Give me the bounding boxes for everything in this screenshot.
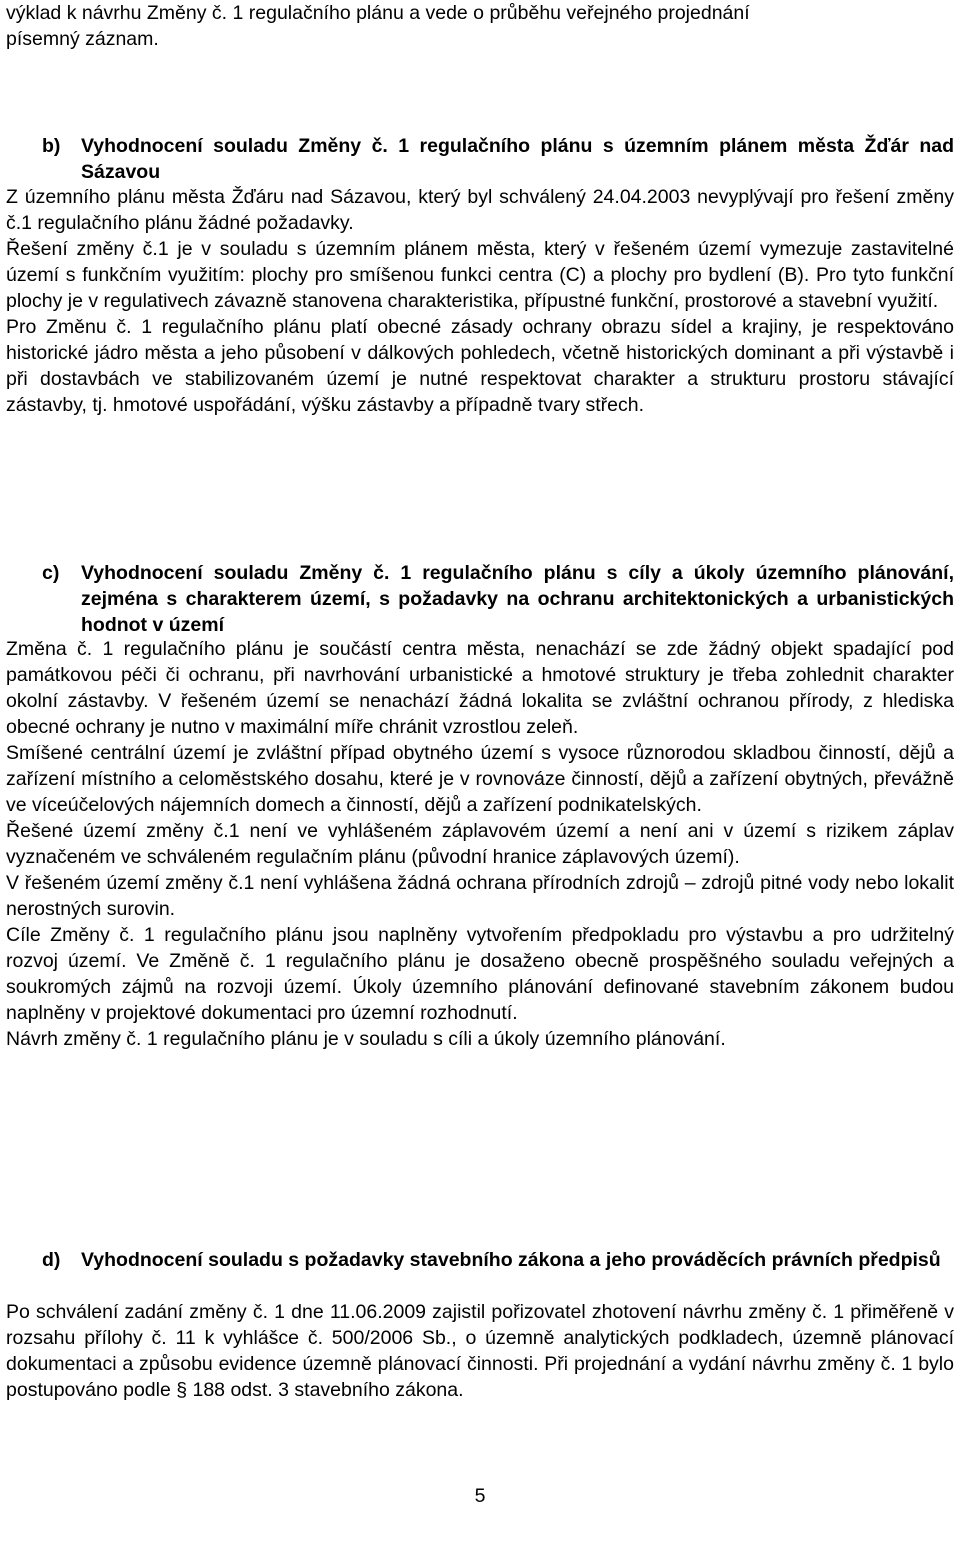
section-c-body (6, 636, 954, 1052)
section-c-paragraph-4: V řešeném území změny č.1 není vyhlášena žádná ochrana přírodních zdrojů – zdrojů pitné vody nebo lokalit nerostných surovin. (6, 872, 954, 920)
section-b-paragraph-3: Pro Změnu č. 1 regulačního plánu platí obecné zásady ochrany obrazu sídel a krajiny, je respektováno historické jádro města a jeho působení v dálkových pohledech, včetně historických dominant a při výstavbě i při dostavbách ve stabilizovaném území je nutné respektovat charakter a strukturu prostoru stávající zástavby, tj. hmotové uspořádání, výšku zástavby a případně tvary střech. (6, 316, 954, 416)
section-b-paragraph-1: Z územního plánu města Žďáru nad Sázavou, který byl schválený 24.04.2003 nevyplývají pro řešení změny č.1 regulačního plánu žádné požadavky. (6, 186, 954, 234)
section-d-heading (42, 1247, 954, 1273)
section-c-label: c) (42, 562, 60, 584)
intro-line-2: písemný záznam. (6, 28, 159, 50)
page-number: 5 (474, 1485, 486, 1507)
section-c-paragraph-2: Smíšené centrální území je zvláštní případ obytného území s vysoce různorodou skladbou činností, dějů a zařízení místního a celoměstského dosahu, které je v rovnováze činností, dějů a zařízení obytných, převážně ve víceúčelových nájemních domech a činností, dějů a zařízení podnikatelských. (6, 742, 954, 816)
intro-text (6, 0, 954, 52)
section-b-title: Vyhodnocení souladu Změny č. 1 regulačního plánu s územním plánem města Žďár nad Sázavou (81, 135, 954, 183)
section-d-title: Vyhodnocení souladu s požadavky stavebního zákona a jeho prováděcích právních předpisů (81, 1249, 941, 1271)
section-b-label: b) (42, 135, 61, 157)
section-c-paragraph-5: Cíle Změny č. 1 regulačního plánu jsou naplněny vytvořením předpokladu pro výstavbu a pro udržitelný rozvoj území. Ve Změně č. 1 regulačního plánu je dosaženo obecně prospěšného souladu veřejných a soukromých zájmů na rozvoji území. Úkoly územního plánování definované stavebním zákonem budou naplněny v projektové dokumentaci pro územní rozhodnutí. (6, 924, 954, 1024)
section-d-paragraph-1: Po schválení zadání změny č. 1 dne 11.06.2009 zajistil pořizovatel zhotovení návrhu změny č. 1 přiměřeně v rozsahu přílohy č. 11 k vyhlášce č. 500/2006 Sb., o územně analytických podkladech, územně plánovací dokumentaci a způsobu evidence územně plánovací činnosti. Při projednání a vydání návrhu změny č. 1 bylo postupováno podle § 188 odst. 3 stavebního zákona. (6, 1301, 954, 1401)
section-b-body (6, 184, 954, 418)
section-c-title: Vyhodnocení souladu Změny č. 1 regulačního plánu s cíly a úkoly územního plánování, zejména s charakterem území, s požadavky na ochranu architektonických a urbanistických hodnot v území (81, 562, 954, 636)
section-b-heading (42, 133, 954, 185)
section-d-label: d) (42, 1249, 61, 1271)
section-c-paragraph-3: Řešené území změny č.1 není ve vyhlášeném záplavovém území a není ani v území s rizikem záplav vyznačeném ve schváleném regulačním plánu (původní hranice záplavových území). (6, 820, 954, 868)
section-c-paragraph-6: Návrh změny č. 1 regulačního plánu je v souladu s cíli a úkoly územního plánování. (6, 1028, 726, 1050)
section-d-body (6, 1299, 954, 1403)
section-c-paragraph-1: Změna č. 1 regulačního plánu je součástí centra města, nenachází se zde žádný objekt spadající pod památkovou péči či ochranu, při navrhování urbanistické a hmotové struktury je třeba zohlednit charakter okolní zástavby. V řešeném území se nenachází žádná lokalita se zvláštní ochranou přírody, z hlediska obecné ochrany je nutno v maximální míře chránit vzrostlou zeleň. (6, 638, 954, 738)
section-b-paragraph-2: Řešení změny č.1 je v souladu s územním plánem města, který v řešeném území vymezuje zastavitelné území s funkčním využitím: plochy pro smíšenou funkci centra (C) a plochy pro bydlení (B). Pro tyto funkční plochy je v regulativech závazně stanovena charakteristika, přípustné funkční, prostorové a stavební využití. (6, 238, 954, 312)
intro-line-1: výklad k návrhu Změny č. 1 regulačního plánu a vede o průběhu veřejného projednání (6, 2, 750, 24)
section-c-heading (42, 560, 954, 638)
